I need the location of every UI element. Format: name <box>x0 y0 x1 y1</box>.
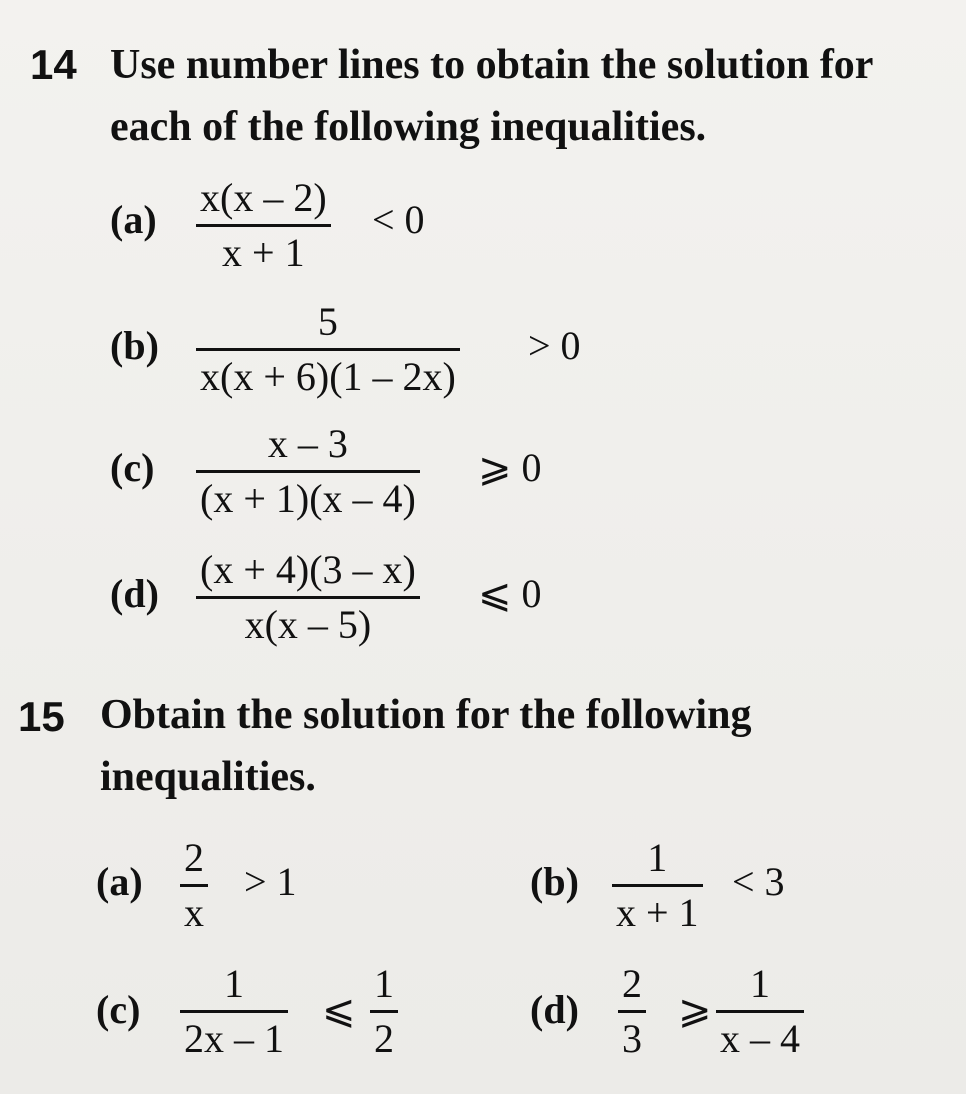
q15-part-a-label: (a) <box>96 859 143 904</box>
q15-part-b-fraction <box>612 836 703 935</box>
q14-part-c-label: (c) <box>110 445 155 490</box>
fraction-bar <box>196 348 460 351</box>
q14-part-d-fraction <box>196 548 420 647</box>
question-15-text-line1: Obtain the solution for the following <box>100 692 752 738</box>
q14-part-d-relation: ⩽ 0 <box>478 571 542 616</box>
q14-part-a-fraction <box>196 176 331 275</box>
q15-part-c-rhs-numerator: 1 <box>374 961 394 1006</box>
q14-part-d-numerator: (x + 4)(3 – x) <box>200 547 416 592</box>
q15-part-d-denominator: 3 <box>622 1016 642 1061</box>
fraction-bar <box>370 1010 398 1013</box>
q15-part-a-fraction <box>180 836 208 935</box>
fraction-bar <box>716 1010 804 1013</box>
q15-part-d-fraction <box>618 962 646 1061</box>
q14-part-c-denominator: (x + 1)(x – 4) <box>200 476 416 521</box>
q15-part-c-relation: ⩽ <box>322 987 356 1032</box>
q14-part-d-label: (d) <box>110 571 159 616</box>
q15-part-a-denominator: x <box>184 890 204 935</box>
q15-part-c-numerator: 1 <box>224 961 244 1006</box>
q15-part-d-rhs-denominator: x – 4 <box>720 1016 800 1061</box>
q14-part-b-numerator: 5 <box>317 299 338 344</box>
q14-part-a-numerator: x(x – 2) <box>200 175 327 220</box>
q15-part-b-label: (b) <box>530 859 579 904</box>
q15-part-b-numerator: 1 <box>647 835 668 880</box>
q15-part-c-rhs-fraction <box>370 962 398 1061</box>
q15-part-a-relation: > 1 <box>244 859 297 904</box>
q15-part-a-numerator: 2 <box>184 835 204 880</box>
q14-part-c-relation: ⩾ 0 <box>478 445 542 490</box>
q15-part-d-label: (d) <box>530 987 579 1032</box>
question-15-text-line2: inequalities. <box>100 754 316 800</box>
q15-part-b-relation: < 3 <box>732 859 785 904</box>
q14-part-b-label: (b) <box>110 323 159 368</box>
q15-part-c-rhs-denominator: 2 <box>374 1016 394 1061</box>
q14-part-a-label: (a) <box>110 197 157 242</box>
q14-part-d-denominator: x(x – 5) <box>244 602 372 647</box>
q14-part-c-numerator: x – 3 <box>267 421 348 466</box>
q14-part-b-denominator: x(x + 6)(1 – 2x) <box>200 354 456 399</box>
q14-part-a-denominator: x + 1 <box>222 230 305 275</box>
q15-part-c-denominator: 2x – 1 <box>184 1016 284 1061</box>
q15-part-c-fraction <box>180 962 288 1061</box>
fraction-bar <box>180 884 208 887</box>
q15-part-d-relation: ⩾ <box>678 987 712 1032</box>
q14-part-a-relation: < 0 <box>372 197 425 242</box>
q15-part-d-rhs-fraction <box>716 962 804 1061</box>
question-14-text-line2: each of the following inequalities. <box>110 104 707 150</box>
question-14-text-line1: Use number lines to obtain the solution for <box>110 42 874 88</box>
question-15-number: 15 <box>18 693 65 740</box>
fraction-bar <box>180 1010 288 1013</box>
fraction-bar <box>196 470 420 473</box>
fraction-bar <box>196 224 331 227</box>
question-14-number: 14 <box>30 41 77 88</box>
q14-part-b-fraction <box>196 300 460 399</box>
q15-part-d-rhs-numerator: 1 <box>750 961 770 1006</box>
q15-part-c-label: (c) <box>96 987 141 1032</box>
fraction-bar <box>618 1010 646 1013</box>
q15-part-d-numerator: 2 <box>622 961 642 1006</box>
fraction-bar <box>612 884 703 887</box>
fraction-bar <box>196 596 420 599</box>
q14-part-c-fraction <box>196 422 420 521</box>
q15-part-b-denominator: x + 1 <box>616 890 699 935</box>
q14-part-b-relation: > 0 <box>528 323 581 368</box>
